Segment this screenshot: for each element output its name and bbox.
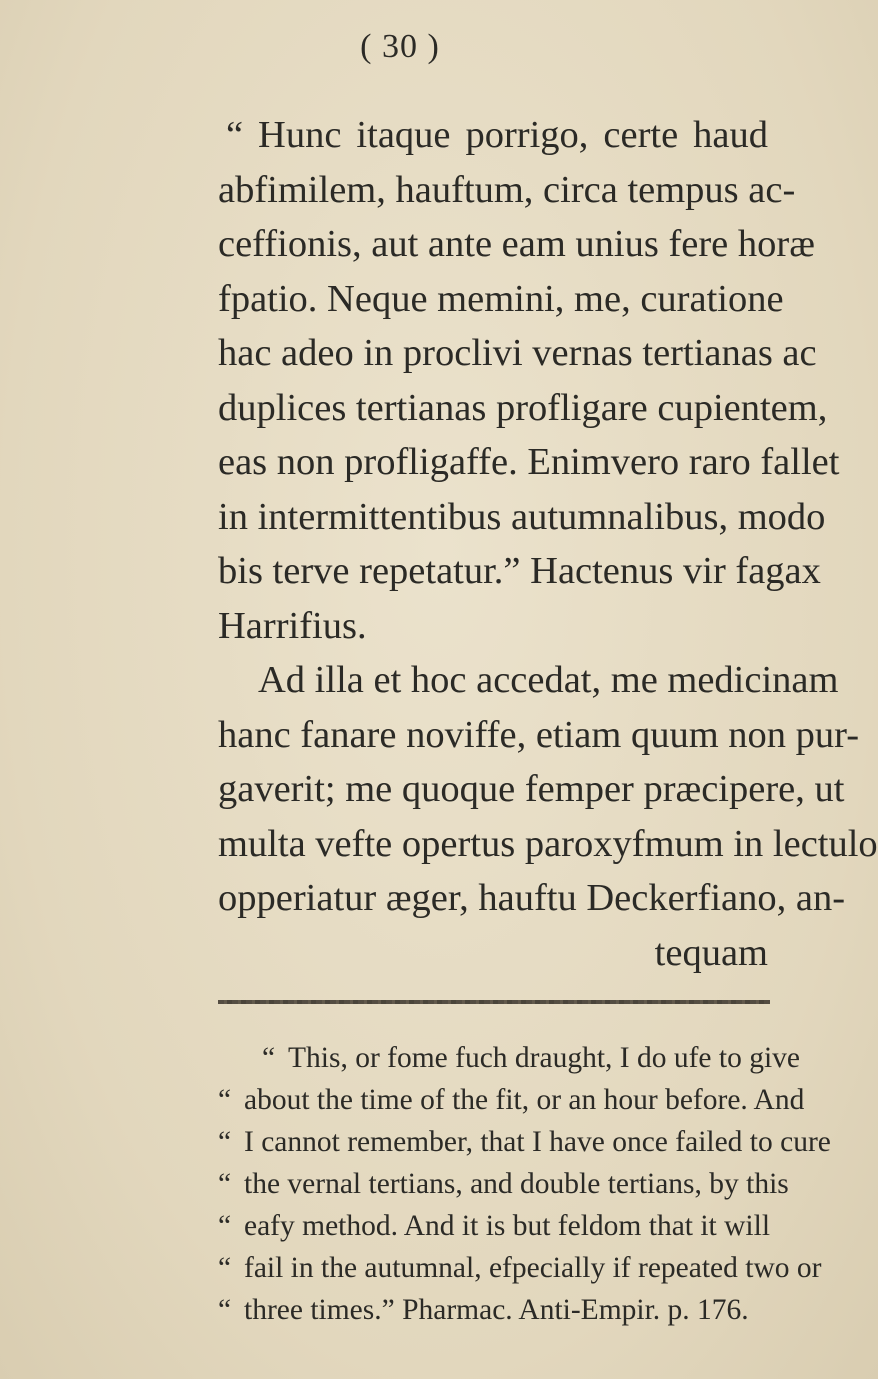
page-number: ( 30 ) xyxy=(360,28,440,65)
footnote-line-text: This, or fome fuch draught, I do ufe to give xyxy=(288,1042,801,1074)
text-line: multa vefte opertus paroxyfmum in lectulo xyxy=(218,822,878,865)
quote-mark: “ xyxy=(218,1168,232,1200)
footnote-line xyxy=(218,1121,831,1163)
catchword: tequam xyxy=(654,931,768,974)
footnote-line-text: I cannot remember, that I have once failed to cure xyxy=(244,1126,831,1158)
footnote-rule xyxy=(218,1000,770,1004)
text-line: ceffionis, aut ante eam unius fere horæ xyxy=(218,223,815,265)
latin-body-text xyxy=(218,108,878,980)
quote-mark: “ xyxy=(218,1210,232,1242)
footnote-line-text: about the time of the fit, or an hour before. And xyxy=(244,1084,805,1116)
text-line: “ Hunc itaque porrigo, certe haud xyxy=(226,114,768,156)
quote-mark: “ xyxy=(218,1084,232,1116)
footnote-text xyxy=(218,1037,831,1331)
footnote-line-text: fail in the autumnal, efpecially if repeated two or xyxy=(244,1252,822,1284)
footnote-line xyxy=(218,1037,801,1079)
footnote-line-text: eafy method. And it is but feldom that it will xyxy=(244,1210,771,1242)
quote-mark: “ xyxy=(218,1252,232,1284)
quote-mark: “ xyxy=(262,1042,276,1074)
text-line: Harrifius. xyxy=(218,604,367,647)
text-line: hanc fanare noviffe, etiam quum non pur- xyxy=(218,713,860,756)
footnote-line xyxy=(218,1163,789,1205)
text-line: Ad illa et hoc accedat, me medicinam xyxy=(258,659,839,701)
footnote-line xyxy=(218,1289,770,1331)
footnote-line-text: the vernal tertians, and double tertians, by this xyxy=(244,1168,789,1200)
text-line: eas non profligaffe. Enimvero raro fallet xyxy=(218,441,840,483)
footnote-line xyxy=(218,1247,822,1289)
footnote-line xyxy=(218,1079,805,1121)
footnote-line xyxy=(218,1205,770,1247)
text-line: hac adeo in proclivi vernas tertianas ac xyxy=(218,332,817,374)
quote-mark: “ xyxy=(218,1126,232,1158)
catchword-line xyxy=(218,926,768,981)
text-line: opperiatur æger, hauftu Deckerfiano, an- xyxy=(218,877,846,919)
text-line: fpatio. Neque memini, me, curatione xyxy=(218,277,784,320)
text-line: duplices tertianas profligare cupientem, xyxy=(218,386,828,429)
text-line: abfimilem, hauftum, circa tempus ac- xyxy=(218,168,796,211)
text-line: gaverit; me quoque femper præcipere, ut xyxy=(218,768,845,810)
text-line: in intermittentibus autumnalibus, modo xyxy=(218,495,826,538)
footnote-line-text: three times.” Pharmac. Anti-Empir. p. 176. xyxy=(244,1294,749,1326)
text-line: bis terve repetatur.” Hactenus vir fagax xyxy=(218,550,821,592)
quote-mark: “ xyxy=(218,1294,232,1326)
